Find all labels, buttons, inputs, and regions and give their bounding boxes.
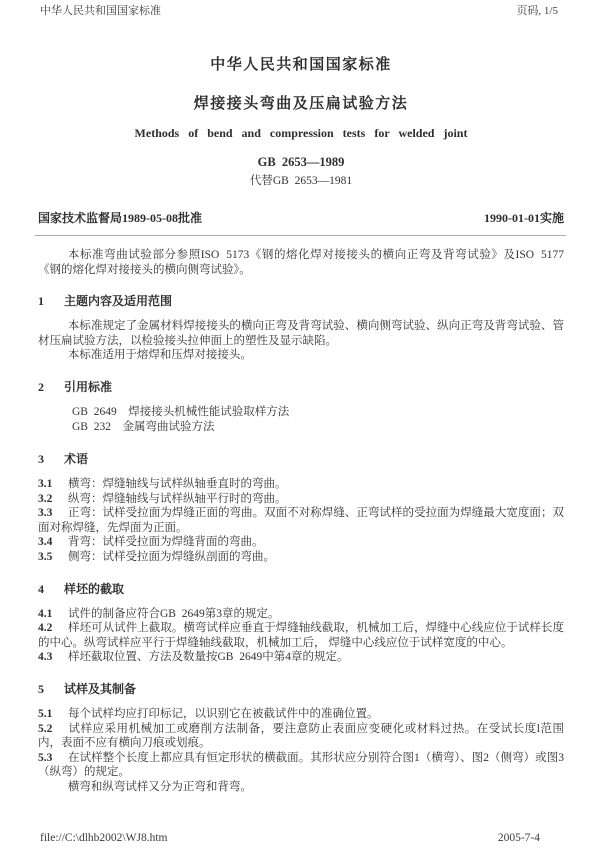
section-4-number: 4 bbox=[38, 581, 44, 596]
clause-3-2-text: 纵弯：焊缝轴线与试样纵轴平行时的弯曲。 bbox=[68, 492, 287, 505]
section-3-title: 术语 bbox=[64, 451, 89, 466]
approval-line bbox=[38, 209, 564, 226]
clause-4-1-number: 4.1 bbox=[38, 607, 53, 620]
clause-3-3-number: 3.3 bbox=[38, 507, 53, 520]
section-3-heading bbox=[38, 450, 564, 467]
clause-3-5-number: 3.5 bbox=[38, 550, 53, 563]
reference-standard-1: GB 2649 焊接接头机械性能试验取样方法 bbox=[72, 405, 290, 418]
section-5-number: 5 bbox=[38, 681, 44, 696]
standard-title-cn: 焊接接头弯曲及压扁试验方法 bbox=[193, 96, 409, 112]
clause-3-2-number: 3.2 bbox=[38, 492, 53, 505]
section-4-heading bbox=[38, 580, 564, 597]
clause-5-3-text: 在试样整个长度上都应具有恒定形状的横截面。其形状应分别符合图1（横弯）、图2（侧弯）或图3（纵弯）的规定。 bbox=[38, 751, 564, 779]
standard-title-en: Methods of bend and compression tests for welded joint bbox=[134, 126, 468, 140]
section-3-number: 3 bbox=[38, 451, 44, 466]
clause-4-1-text: 试件的制备应符合GB 2649第3章的规定。 bbox=[68, 607, 280, 620]
print-footer bbox=[40, 832, 540, 844]
clause-3-3-text: 正弯：试样受拉面为焊缝正面的弯曲。双面不对称焊缝、正弯试样的受拉面为焊缝最大宽度面；双面对称焊缝，先焊面为正面。 bbox=[38, 507, 564, 534]
section-1-number: 1 bbox=[38, 294, 44, 309]
intro-paragraph: 本标准弯曲试验部分参照ISO 5173《钢的熔化焊对接接头的横向正弯及背弯试验》及ISO 5177《钢的熔化焊对接接头的横向侧弯试验》。 bbox=[38, 249, 564, 276]
section-4-title: 样坯的截取 bbox=[64, 581, 125, 596]
clause-4-1 bbox=[38, 607, 564, 622]
section-5-heading bbox=[38, 680, 564, 697]
clause-5-1-text: 每个试样均应打印标记，以识别它在被截试件中的准确位置。 bbox=[68, 707, 379, 720]
print-header-title: 中华人民共和国国家标准 bbox=[40, 5, 161, 17]
approval-authority: 国家技术监督局1989-05-08批准 bbox=[38, 211, 202, 225]
clause-4-3-text: 样坯截取位置、方法及数量按GB 2649中第4章的规定。 bbox=[68, 651, 349, 664]
section-2-number: 2 bbox=[38, 379, 44, 394]
section-5-title: 试样及其制备 bbox=[64, 681, 137, 696]
clause-5-2-text: 试样应采用机械加工或磨削方法制备，要注意防止表面应变硬化或材料过热。在受试长度l范围内，表面不应有横向刀痕或划痕。 bbox=[38, 722, 564, 750]
clause-4-2 bbox=[38, 621, 564, 650]
clause-5-1 bbox=[38, 707, 564, 722]
clause-5-2-number: 5.2 bbox=[38, 722, 53, 735]
section-1-paragraph-2: 本标准适用于熔焊和压焊对接接头。 bbox=[67, 349, 252, 362]
print-footer-file-path: file://C:\dlhb2002\WJ8.htm bbox=[40, 832, 168, 844]
clause-4-3 bbox=[38, 650, 564, 665]
section-1-heading bbox=[38, 292, 564, 309]
clause-4-2-text: 样坯可从试件上截取。横弯试样应垂直于焊缝轴线截取，机械加工后，焊缝中心线应位于试样长度的中心。纵弯试样应平行于焊缝轴线截取，机械加工后， 焊缝中心线应位于试样宽度的中心。 bbox=[38, 622, 564, 649]
clause-3-3 bbox=[38, 506, 564, 535]
clause-3-4-number: 3.4 bbox=[38, 536, 53, 549]
clause-5-2 bbox=[38, 722, 564, 751]
clause-3-1-text: 横弯：焊缝轴线与试样纵轴垂直时的弯曲。 bbox=[68, 477, 287, 490]
clause-3-5-text: 侧弯：试样受拉面为焊缝纵剖面的弯曲。 bbox=[68, 550, 275, 563]
clause-3-5 bbox=[38, 550, 564, 565]
clause-3-4 bbox=[38, 535, 564, 550]
clause-5-3 bbox=[38, 751, 564, 780]
clause-5-1-number: 5.1 bbox=[38, 707, 53, 720]
section-1-paragraph-1: 本标准规定了金属材料焊接接头的横向正弯及背弯试验、横向侧弯试验、纵向正弯及背弯试验、管材压扁试验方法，以检验接头拉伸面上的塑性及显示缺陷。 bbox=[38, 320, 564, 347]
implementation-date: 1990-01-01实施 bbox=[484, 211, 564, 225]
reference-standard-2: GB 232 金属弯曲试验方法 bbox=[72, 420, 215, 433]
section-5-extra-paragraph: 横弯和纵弯试样又分为正弯和背弯。 bbox=[67, 780, 252, 793]
print-footer-date: 2005-7-4 bbox=[497, 832, 540, 844]
section-2-heading bbox=[38, 378, 564, 395]
print-header-page-number: 页码, 1/5 bbox=[516, 5, 558, 17]
standard-code: GB 2653—1989 bbox=[257, 155, 345, 169]
replaces-note: 代替GB 2653—1981 bbox=[249, 175, 353, 187]
clause-5-3-number: 5.3 bbox=[38, 751, 53, 764]
divider-rule bbox=[35, 235, 566, 236]
clause-3-1-number: 3.1 bbox=[38, 477, 53, 490]
clause-3-2 bbox=[38, 492, 564, 507]
clause-4-3-number: 4.3 bbox=[38, 651, 53, 664]
clause-4-2-number: 4.2 bbox=[38, 622, 53, 635]
clause-3-4-text: 背弯：试样受拉面为焊缝背面的弯曲。 bbox=[68, 536, 264, 549]
section-2-title: 引用标准 bbox=[64, 379, 113, 394]
section-1-title: 主题内容及适用范围 bbox=[64, 294, 173, 309]
clause-3-1 bbox=[38, 477, 564, 492]
standard-banner-title: 中华人民共和国国家标准 bbox=[210, 57, 392, 73]
